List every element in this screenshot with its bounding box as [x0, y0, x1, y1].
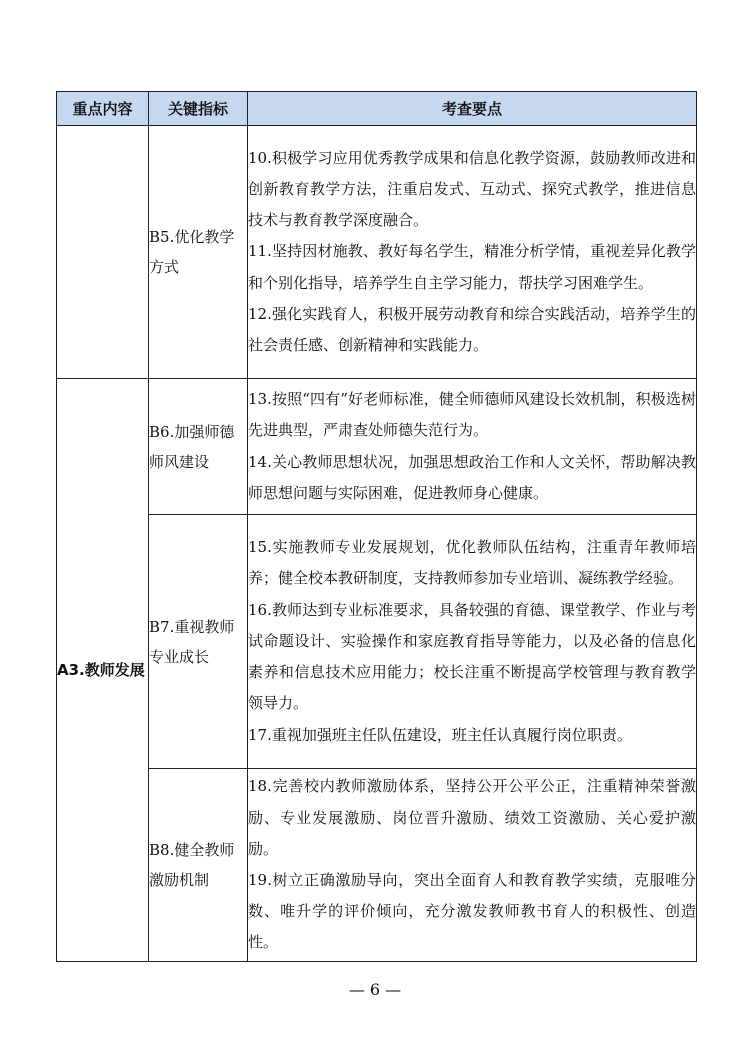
- point-18: 18.完善校内教师激励体系，坚持公开公平公正，注重精神荣誉激励、专业发展激励、岗位晋升激励、绩效工资激励、关心爱护激励。: [248, 777, 696, 858]
- point-13: 13.按照“四有”好老师标准，健全师德师风建设长效机制，积极选树先进典型，严肃查处师德失范行为。: [248, 390, 696, 440]
- header-check-points: 考查要点: [248, 92, 697, 126]
- table-row-b5: [57, 126, 697, 379]
- points-b8: [248, 769, 697, 962]
- table-row-b7: [57, 515, 697, 769]
- area-cell-empty: [57, 126, 149, 379]
- point-16: 16.教师达到专业标准要求，具备较强的育德、课堂教学、作业与考试命题设计、实验操作和家庭教育指导等能力，以及必备的信息化素养和信息技术应用能力；校长注重不断提高学校管理与教育教学领导力。: [248, 600, 696, 713]
- table-row-b8: [57, 769, 697, 962]
- evaluation-table: [56, 91, 697, 962]
- page-number: — 6 —: [348, 980, 402, 999]
- point-10: 10.积极学习应用优秀教学成果和信息化教学资源，鼓励教师改进和创新教育教学方法，注重启发式、互动式、探究式教学，推进信息技术与教育教学深度融合。: [248, 148, 696, 230]
- table-header-row: [57, 92, 697, 126]
- point-14: 14.关心教师思想状况，加强思想政治工作和人文关怀，帮助解决教师思想问题与实际困难，促进教师身心健康。: [248, 452, 696, 502]
- point-19: 19.树立正确激励导向，突出全面育人和教育教学实绩，克服唯分数、唯升学的评价倾向，充分激发教师教书育人的积极性、创造性。: [248, 871, 696, 952]
- indicator-b8: B8.健全教师激励机制: [149, 769, 248, 962]
- points-b7: [248, 515, 697, 769]
- area-a3: A3.教师发展: [57, 379, 149, 962]
- indicator-b6: B6.加强师德师风建设: [149, 379, 248, 515]
- points-b5: [248, 126, 697, 379]
- indicator-b5: B5.优化教学方式: [149, 126, 248, 379]
- table-row-b6: [57, 379, 697, 515]
- point-17: 17.重视加强班主任队伍建设，班主任认真履行岗位职责。: [248, 725, 632, 744]
- header-key-indicator: 关键指标: [149, 92, 248, 126]
- point-12: 12.强化实践育人，积极开展劳动教育和综合实践活动，培养学生的社会责任感、创新精神和实践能力。: [248, 304, 696, 354]
- point-11: 11.坚持因材施教、教好每名学生，精准分析学情，重视差异化教学和个别化指导，培养学生自主学习能力，帮扶学习困难学生。: [248, 242, 696, 292]
- points-b6: [248, 379, 697, 515]
- indicator-b7: B7.重视教师专业成长: [149, 515, 248, 769]
- header-key-content: 重点内容: [57, 92, 149, 126]
- point-15: 15.实施教师专业发展规划，优化教师队伍结构，注重青年教师培养；健全校本教研制度，支持教师参加专业培训、凝练教学经验。: [248, 538, 696, 588]
